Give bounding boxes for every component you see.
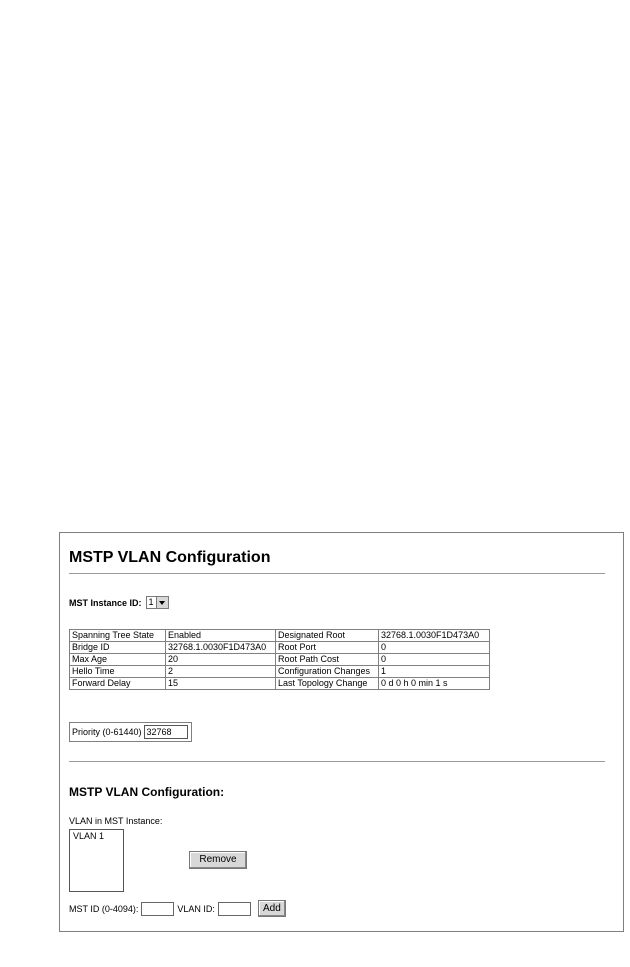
vlan-id-label: VLAN ID:	[177, 903, 215, 914]
table-cell-value: 1	[379, 666, 490, 678]
divider	[69, 761, 605, 762]
priority-input[interactable]: 32768	[144, 725, 188, 739]
dropdown-arrow-icon[interactable]	[156, 597, 168, 608]
table-cell-label: Root Port	[276, 642, 379, 654]
table-row	[70, 666, 490, 678]
table-cell-label: Bridge ID	[70, 642, 166, 654]
mst-id-input[interactable]	[141, 902, 174, 916]
table-cell-label: Spanning Tree State	[70, 630, 166, 642]
section-title: MSTP VLAN Configuration:	[69, 785, 225, 799]
mstp-vlan-config-panel	[59, 532, 624, 932]
mst-instance-value: 1	[148, 597, 154, 607]
status-table	[69, 629, 490, 690]
table-cell-value: 32768.1.0030F1D473A0	[379, 630, 490, 642]
priority-label: Priority (0-61440)	[72, 727, 142, 737]
table-cell-label: Configuration Changes	[276, 666, 379, 678]
table-row	[70, 678, 490, 690]
remove-button[interactable]: Remove	[189, 851, 247, 869]
table-cell-label: Max Age	[70, 654, 166, 666]
vlan-in-instance-label: VLAN in MST Instance:	[69, 816, 163, 826]
priority-row	[69, 722, 192, 742]
table-row	[70, 654, 490, 666]
table-cell-label: Designated Root	[276, 630, 379, 642]
page-title: MSTP VLAN Configuration	[69, 549, 271, 566]
list-item[interactable]: VLAN 1	[73, 831, 105, 841]
table-cell-label: Forward Delay	[70, 678, 166, 690]
table-cell-value: 0	[379, 654, 490, 666]
add-button[interactable]: Add	[258, 900, 286, 917]
mst-id-label: MST ID (0-4094):	[69, 903, 139, 914]
table-cell-value: 2	[166, 666, 276, 678]
table-cell-value: 0	[379, 642, 490, 654]
table-row	[70, 630, 490, 642]
mst-instance-row	[69, 596, 169, 609]
vlan-listbox[interactable]	[69, 829, 124, 892]
table-cell-value: 15	[166, 678, 276, 690]
table-row	[70, 642, 490, 654]
add-vlan-row	[69, 900, 286, 917]
divider	[69, 573, 605, 574]
table-cell-label: Hello Time	[70, 666, 166, 678]
mst-instance-label: MST Instance ID:	[69, 597, 142, 608]
vlan-id-input[interactable]	[218, 902, 251, 916]
table-cell-value: 0 d 0 h 0 min 1 s	[379, 678, 490, 690]
table-cell-label: Root Path Cost	[276, 654, 379, 666]
table-cell-value: Enabled	[166, 630, 276, 642]
table-cell-value: 32768.1.0030F1D473A0	[166, 642, 276, 654]
table-cell-label: Last Topology Change	[276, 678, 379, 690]
mst-instance-select[interactable]	[146, 596, 169, 609]
table-cell-value: 20	[166, 654, 276, 666]
